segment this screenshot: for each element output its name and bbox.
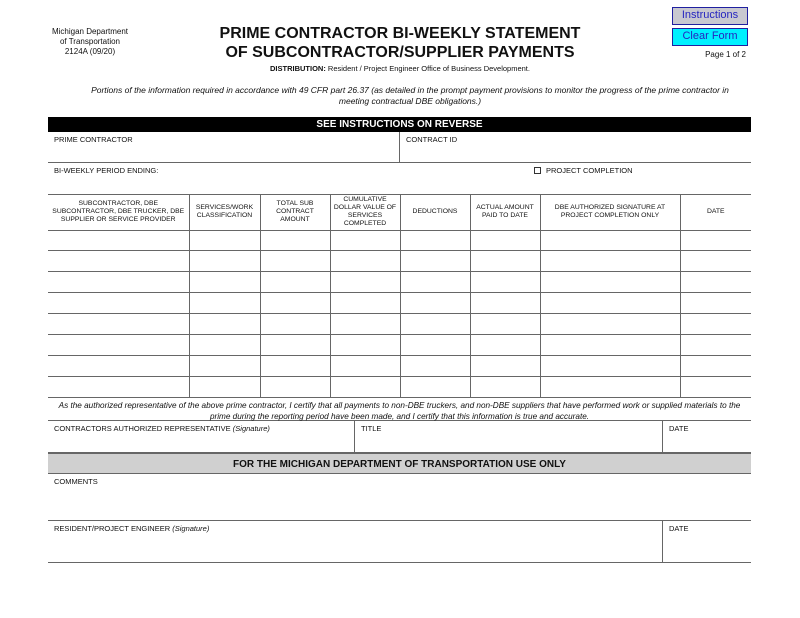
prime-contractor-field[interactable]: [48, 132, 400, 162]
period-ending-field[interactable]: [48, 163, 528, 194]
prime-contractor-label: PRIME CONTRACTOR: [54, 135, 133, 144]
contractor-signature-label: CONTRACTORS AUTHORIZED REPRESENTATIVE: [54, 423, 231, 433]
department-name-line2: of Transportation: [59, 37, 121, 46]
period-row: [48, 163, 751, 195]
signature-suffix: (Signature): [232, 423, 270, 433]
project-completion-label: PROJECT COMPLETION: [546, 166, 633, 175]
dbe-signature-cell[interactable]: [540, 293, 680, 314]
project-completion-checkbox[interactable]: [534, 167, 541, 174]
table-row: [48, 314, 751, 335]
contractor-signature-field[interactable]: [48, 421, 355, 452]
classification-cell[interactable]: [189, 376, 260, 397]
subcontractor-cell[interactable]: [48, 376, 189, 397]
classification-cell[interactable]: [189, 272, 260, 293]
table-row: [48, 334, 751, 355]
contract-id-label: CONTRACT ID: [406, 135, 458, 144]
amount-paid-cell[interactable]: [470, 334, 540, 355]
table-row: [48, 376, 751, 397]
cumulative-value-cell[interactable]: [330, 376, 400, 397]
classification-cell[interactable]: [189, 334, 260, 355]
form-number: 2124A (09/20): [64, 47, 116, 56]
deductions-cell[interactable]: [400, 314, 470, 335]
cumulative-value-cell[interactable]: [330, 334, 400, 355]
table-header-row: [48, 195, 751, 230]
dbe-signature-cell[interactable]: [540, 355, 680, 376]
total-amount-cell[interactable]: [260, 376, 330, 397]
cumulative-value-cell[interactable]: [330, 251, 400, 272]
cumulative-value-cell[interactable]: [330, 293, 400, 314]
certification-date-label: DATE: [669, 423, 689, 433]
column-header-amount-paid: ACTUAL AMOUNT PAID TO DATE: [470, 195, 540, 230]
comments-label: COMMENTS: [54, 476, 98, 486]
statement-form: [48, 117, 751, 563]
date-cell[interactable]: [680, 251, 751, 272]
period-ending-label: BI-WEEKLY PERIOD ENDING:: [54, 166, 159, 175]
subcontractor-cell[interactable]: [48, 334, 189, 355]
contract-id-field[interactable]: [400, 132, 751, 162]
date-cell[interactable]: [680, 293, 751, 314]
classification-cell[interactable]: [189, 314, 260, 335]
project-completion-option[interactable]: [528, 163, 751, 194]
column-header-classification: SERVICES/WORK CLASSIFICATION: [189, 195, 260, 230]
amount-paid-cell[interactable]: [470, 230, 540, 251]
certification-statement: As the authorized representative of the above prime contractor, I certify that all payments to non-DBE truckers, and non-DBE suppliers that have performed work or supplied materials to the prime during the reporting period have been made, and I certify that this information is true and accurate.: [48, 398, 751, 421]
engineer-signature-row: [48, 521, 751, 563]
amount-paid-cell[interactable]: [470, 376, 540, 397]
comments-row: [48, 474, 751, 521]
cumulative-value-cell[interactable]: [330, 272, 400, 293]
dbe-signature-cell[interactable]: [540, 230, 680, 251]
engineer-date-label: DATE: [669, 523, 689, 533]
date-cell[interactable]: [680, 334, 751, 355]
mdot-use-only-banner: FOR THE MICHIGAN DEPARTMENT OF TRANSPORTATION USE ONLY: [48, 453, 751, 474]
total-amount-cell[interactable]: [260, 314, 330, 335]
subcontractor-cell[interactable]: [48, 230, 189, 251]
intro-text: Portions of the information required in accordance with 49 CFR part 26.37 (as detailed in the prompt payment provisions to monitor the progress of the prime contractor in meeting contractual DBE obligations.): [91, 85, 729, 106]
deductions-cell[interactable]: [400, 376, 470, 397]
page-title: [200, 24, 600, 62]
deductions-cell[interactable]: [400, 251, 470, 272]
subcontractor-cell[interactable]: [48, 314, 189, 335]
page-indicator: Page 1 of 2: [705, 50, 746, 59]
dbe-signature-cell[interactable]: [540, 376, 680, 397]
engineer-signature-suffix: (Signature): [172, 523, 210, 533]
total-amount-cell[interactable]: [260, 293, 330, 314]
table-row: [48, 251, 751, 272]
dbe-signature-cell[interactable]: [540, 334, 680, 355]
column-header-date: DATE: [680, 195, 751, 230]
department-block: [40, 27, 140, 57]
deductions-cell[interactable]: [400, 334, 470, 355]
total-amount-cell[interactable]: [260, 272, 330, 293]
dbe-signature-cell[interactable]: [540, 314, 680, 335]
column-header-total-amount: TOTAL SUB CONTRACT AMOUNT: [260, 195, 330, 230]
payments-table: [48, 195, 751, 398]
subcontractor-cell[interactable]: [48, 355, 189, 376]
total-amount-cell[interactable]: [260, 334, 330, 355]
title-line1: PRIME CONTRACTOR BI-WEEKLY STATEMENT: [219, 25, 581, 42]
distribution-text: Resident / Project Engineer Office of Business Development.: [325, 64, 530, 73]
column-header-dbe-signature: DBE AUTHORIZED SIGNATURE AT PROJECT COMPLETION ONLY: [540, 195, 680, 230]
engineer-signature-field[interactable]: [48, 521, 663, 562]
deductions-cell[interactable]: [400, 230, 470, 251]
date-cell[interactable]: [680, 272, 751, 293]
cumulative-value-cell[interactable]: [330, 355, 400, 376]
comments-field[interactable]: [48, 474, 751, 520]
date-cell[interactable]: [680, 376, 751, 397]
column-header-subcontractor: SUBCONTRACTOR, DBE SUBCONTRACTOR, DBE TRUCKER, DBE SUPPLIER OR SERVICE PROVIDER: [48, 195, 189, 230]
title-label: TITLE: [361, 423, 382, 433]
deductions-cell[interactable]: [400, 355, 470, 376]
classification-cell[interactable]: [189, 230, 260, 251]
subcontractor-cell[interactable]: [48, 272, 189, 293]
subcontractor-cell[interactable]: [48, 293, 189, 314]
date-cell[interactable]: [680, 230, 751, 251]
column-header-deductions: DEDUCTIONS: [400, 195, 470, 230]
engineer-signature-label: RESIDENT/PROJECT ENGINEER: [54, 523, 171, 533]
instructions-button[interactable]: Instructions: [672, 7, 748, 25]
distribution-line: [200, 64, 600, 73]
title-field[interactable]: [355, 421, 663, 452]
table-row: [48, 293, 751, 314]
cumulative-value-cell[interactable]: [330, 314, 400, 335]
column-header-cumulative-value: CUMULATIVE DOLLAR VALUE OF SERVICES COMPLETED: [330, 195, 400, 230]
distribution-label: DISTRIBUTION:: [270, 64, 326, 73]
total-amount-cell[interactable]: [260, 355, 330, 376]
dbe-signature-cell[interactable]: [540, 251, 680, 272]
classification-cell[interactable]: [189, 251, 260, 272]
clear-form-button[interactable]: Clear Form: [672, 28, 748, 46]
department-name-line1: Michigan Department: [51, 27, 129, 36]
signature-row: [48, 421, 751, 453]
table-row: [48, 230, 751, 251]
certification-date-field[interactable]: [663, 421, 751, 452]
engineer-date-field[interactable]: [663, 521, 751, 562]
contractor-row: [48, 132, 751, 163]
cumulative-value-cell[interactable]: [330, 230, 400, 251]
classification-cell[interactable]: [189, 293, 260, 314]
table-row: [48, 272, 751, 293]
total-amount-cell[interactable]: [260, 251, 330, 272]
date-cell[interactable]: [680, 355, 751, 376]
amount-paid-cell[interactable]: [470, 314, 540, 335]
date-cell[interactable]: [680, 314, 751, 335]
classification-cell[interactable]: [189, 355, 260, 376]
dbe-signature-cell[interactable]: [540, 272, 680, 293]
amount-paid-cell[interactable]: [470, 293, 540, 314]
table-row: [48, 355, 751, 376]
amount-paid-cell[interactable]: [470, 272, 540, 293]
subcontractor-cell[interactable]: [48, 251, 189, 272]
total-amount-cell[interactable]: [260, 230, 330, 251]
instructions-banner: SEE INSTRUCTIONS ON REVERSE: [48, 117, 751, 132]
deductions-cell[interactable]: [400, 293, 470, 314]
amount-paid-cell[interactable]: [470, 251, 540, 272]
title-line2: OF SUBCONTRACTOR/SUPPLIER PAYMENTS: [225, 44, 575, 61]
deductions-cell[interactable]: [400, 272, 470, 293]
amount-paid-cell[interactable]: [470, 355, 540, 376]
